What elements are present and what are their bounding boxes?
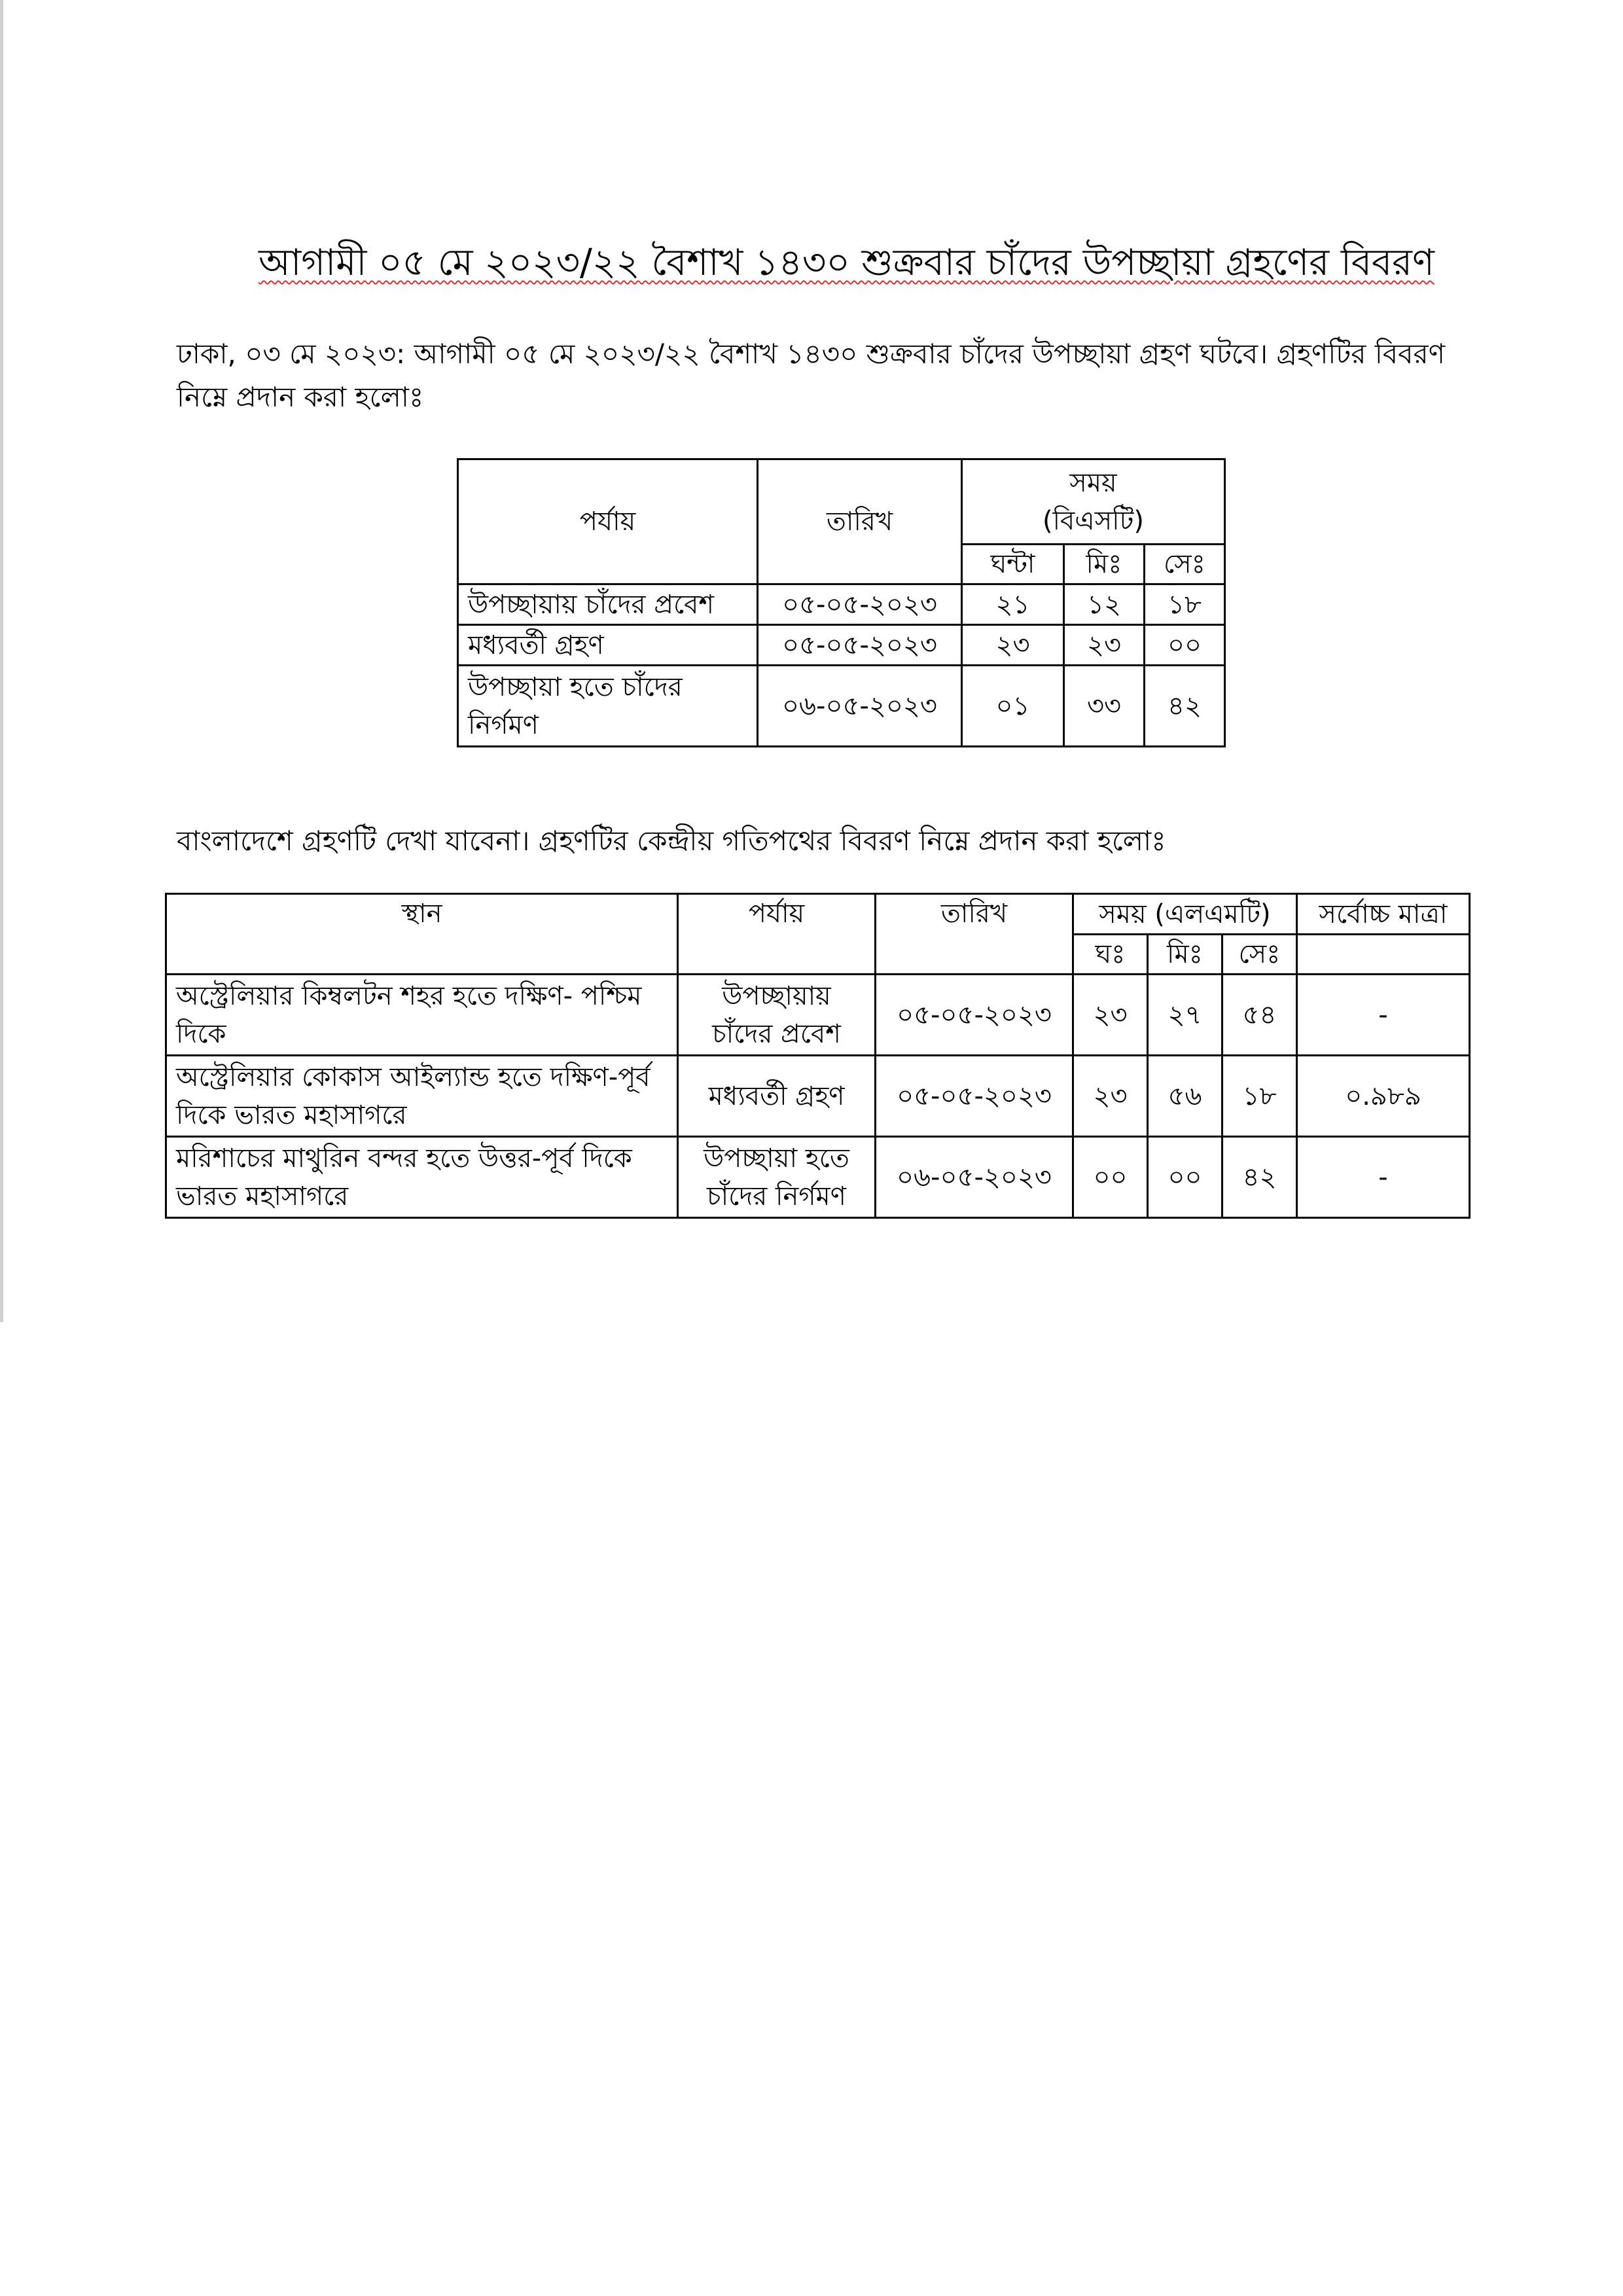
cell-hour: ০০: [1073, 1137, 1148, 1218]
cell-date: ০৫-০৫-২০২৩: [876, 975, 1073, 1056]
cell-second: ১৮: [1222, 1056, 1297, 1137]
cell-magnitude: -: [1297, 975, 1470, 1056]
cell-second: ০০: [1145, 625, 1225, 666]
cell-minute: ৫৬: [1148, 1056, 1222, 1137]
intro-paragraph: ঢাকা, ০৩ মে ২০২৩: আগামী ০৫ মে ২০২৩/২২ বৈশাখ ১৪৩০ শুক্রবার চাঁদের উপচ্ছায়া গ্রহণ ঘটবে। গ্রহণটির বিবরণ নিম্নে প্রদান করা হলোঃ: [177, 338, 1445, 413]
header-phase: পর্যায়: [678, 894, 876, 975]
header-second: সেঃ: [1222, 935, 1297, 975]
bst-timing-table: [457, 458, 1226, 747]
cell-phase: মধ্যবর্তী গ্রহণ: [678, 1056, 876, 1137]
header-hour: ঘন্টা: [962, 545, 1064, 584]
visibility-note: বাংলাদেশে গ্রহণটি দেখা যাবেনা। গ্রহণটির কেন্দ্রীয় গতিপথের বিবরণ নিম্নে প্রদান করা হলোঃ: [177, 825, 1166, 857]
cell-minute: ৩৩: [1064, 666, 1145, 747]
header-date: তারিখ: [876, 894, 1073, 975]
cell-date: ০৫-০৫-২০২৩: [758, 584, 962, 625]
header-minute: মিঃ: [1148, 935, 1222, 975]
cell-phase: মধ্যবর্তী গ্রহণ: [458, 625, 758, 666]
table-row: [458, 584, 1225, 625]
cell-date: ০৫-০৫-২০২৩: [758, 625, 962, 666]
cell-phase: উপচ্ছায়া হতে চাঁদের নির্গমণ: [678, 1137, 876, 1218]
header-time: [962, 459, 1225, 545]
cell-minute: ০০: [1148, 1137, 1222, 1218]
header-hour: ঘঃ: [1073, 935, 1148, 975]
header-magnitude: সর্বোচ্চ মাত্রা: [1297, 894, 1470, 935]
header-place: স্থান: [166, 894, 678, 975]
cell-date: ০৫-০৫-২০২৩: [876, 1056, 1073, 1137]
table-header-row: [166, 894, 1470, 935]
cell-place: অস্ট্রেলিয়ার কোকাস আইল্যান্ড হতে দক্ষিণ-পূর্ব দিকে ভারত মহাসাগরে: [166, 1056, 678, 1137]
central-path-table: [165, 893, 1471, 1219]
cell-phase: উপচ্ছায়ায় চাঁদের প্রবেশ: [678, 975, 876, 1056]
cell-magnitude: ০.৯৮৯: [1297, 1056, 1470, 1137]
table-row: [166, 1056, 1470, 1137]
page-left-edge: [0, 0, 3, 1322]
table-row: [166, 975, 1470, 1056]
cell-second: ১৮: [1145, 584, 1225, 625]
cell-hour: ০১: [962, 666, 1064, 747]
cell-place: অস্ট্রেলিয়ার কিম্বলটন শহর হতে দক্ষিণ- পশ্চিম দিকে: [166, 975, 678, 1056]
header-time-zone: (বিএসটি): [1043, 505, 1145, 536]
header-time-label: সময়: [1069, 467, 1117, 498]
cell-minute: ২৭: [1148, 975, 1222, 1056]
cell-hour: ২১: [962, 584, 1064, 625]
table-header-row: [458, 459, 1225, 545]
table-row: [166, 1137, 1470, 1218]
cell-phase: উপচ্ছায়া হতে চাঁদের নির্গমণ: [458, 666, 758, 747]
header-phase: পর্যায়: [458, 459, 758, 584]
cell-place: মরিশাচের মাথুরিন বন্দর হতে উত্তর-পূর্ব দিকে ভারত মহাসাগরে: [166, 1137, 678, 1218]
cell-date: ০৬-০৫-২০২৩: [876, 1137, 1073, 1218]
header-second: সেঃ: [1145, 545, 1225, 584]
cell-second: ৫৪: [1222, 975, 1297, 1056]
cell-second: ৪২: [1145, 666, 1225, 747]
header-date: তারিখ: [758, 459, 962, 584]
cell-phase: উপচ্ছায়ায় চাঁদের প্রবেশ: [458, 584, 758, 625]
cell-minute: ২৩: [1064, 625, 1145, 666]
header-magnitude-empty: [1297, 935, 1470, 975]
header-time: সময় (এলএমটি): [1073, 894, 1297, 935]
cell-magnitude: -: [1297, 1137, 1470, 1218]
table-row: [458, 666, 1225, 747]
cell-second: ৪২: [1222, 1137, 1297, 1218]
cell-hour: ২৩: [1073, 1056, 1148, 1137]
cell-date: ০৬-০৫-২০২৩: [758, 666, 962, 747]
document-title: আগামী ০৫ মে ২০২৩/২২ বৈশাখ ১৪৩০ শুক্রবার চাঁদের উপচ্ছায়া গ্রহণের বিবরণ: [259, 242, 1435, 284]
cell-minute: ১২: [1064, 584, 1145, 625]
header-minute: মিঃ: [1064, 545, 1145, 584]
table-row: [458, 625, 1225, 666]
cell-hour: ২৩: [1073, 975, 1148, 1056]
cell-hour: ২৩: [962, 625, 1064, 666]
